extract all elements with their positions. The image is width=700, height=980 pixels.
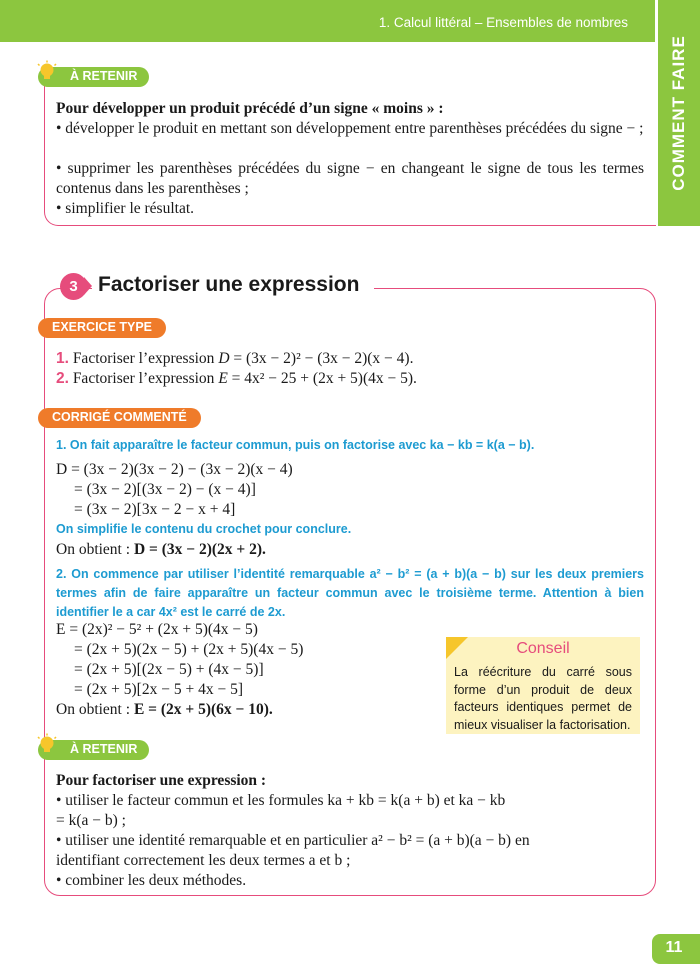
- retenir-bottom-item-2: • utiliser une identité remarquable et en particulier a² − b² = (a + b)(a − b) en identifiant correctement les deux termes a et b ;: [56, 832, 530, 869]
- conseil-text: La réécriture du carré sous forme d’un produit de deux facteurs identiques permet de mieux visualiser la factorisation.: [454, 665, 632, 732]
- exercise-question-2: 2. Factoriser l’expression E = 4x² − 25 + (2x + 5)(4x − 5).: [56, 370, 417, 387]
- corrige-part1-line-2: = (3x − 2)[(3x − 2) − (x − 4)]: [74, 481, 256, 498]
- corrige-part1-line-3: = (3x − 2)[3x − 2 − x + 4]: [74, 501, 236, 518]
- retenir-bottom-heading: Pour factoriser une expression :: [56, 772, 267, 789]
- side-tab-label: COMMENT FAIRE: [669, 35, 688, 191]
- corrige-part1-note: On simplifie le contenu du crochet pour conclure.: [56, 522, 352, 536]
- retenir-top-item-2: • supprimer les parenthèses précédées du signe − en changeant le signe de tous les termes contenus dans les parenthèses ;: [56, 160, 644, 197]
- corrige-part2-line-1: E = (2x)² − 5² + (2x + 5)(4x − 5): [56, 621, 258, 638]
- lightbulb-icon: [36, 733, 58, 755]
- retenir-bottom-item-1: • utiliser le facteur commun et les formules ka + kb = k(a + b) et ka − kb = k(a − b) ;: [56, 792, 506, 829]
- retenir-label-top: À RETENIR: [38, 67, 149, 87]
- section-number: 3: [60, 273, 87, 300]
- corrige-part1-result: On obtient : D = (3x − 2)(2x + 2).: [56, 541, 266, 558]
- exercice-type-label: EXERCICE TYPE: [38, 318, 166, 338]
- lightbulb-icon: [36, 60, 58, 82]
- retenir-top-item-1: • développer le produit en mettant son développement entre parenthèses précédées du signe − ;: [56, 120, 644, 137]
- retenir-bottom-item-3: • combiner les deux méthodes.: [56, 872, 247, 889]
- corrige-part2-line-4: = (2x + 5)[2x − 5 + 4x − 5]: [74, 681, 243, 698]
- corrige-part1-intro: 1. On fait apparaître le facteur commun, puis on factorise avec ka − kb = k(a − b).: [56, 438, 535, 452]
- conseil-title: Conseil: [516, 640, 570, 657]
- section-title: Factoriser une expression: [98, 273, 360, 296]
- corrige-part2-result: On obtient : E = (2x + 5)(6x − 10).: [56, 701, 273, 718]
- retenir-top-item-3: • simplifier le résultat.: [56, 200, 195, 217]
- retenir-label-bottom: À RETENIR: [38, 740, 149, 760]
- corrige-part1-line-1: D = (3x − 2)(3x − 2) − (3x − 2)(x − 4): [56, 461, 293, 478]
- section-arrow-icon: [84, 277, 92, 295]
- exercise-question-1: 1. Factoriser l’expression D = (3x − 2)² − (3x − 2)(x − 4).: [56, 350, 414, 367]
- corrige-part2-intro: 2. On commence par utiliser l’identité remarquable a² − b² = (a + b)(a − b) sur les deux premiers termes afin de faire apparaître un facteur commun avec le troisième terme. Attention à bien identifier le a car 4x² est le carré de 2x.: [56, 567, 644, 619]
- page-number: 11: [665, 939, 683, 956]
- corrige-part2-line-3: = (2x + 5)[(2x − 5) + (4x − 5)]: [74, 661, 264, 678]
- corrige-part2-line-2: = (2x + 5)(2x − 5) + (2x + 5)(4x − 5): [74, 641, 304, 658]
- retenir-top-heading: Pour développer un produit précédé d’un signe « moins » :: [56, 100, 444, 117]
- side-tab: [658, 0, 700, 226]
- corrige-label: CORRIGÉ COMMENTÉ: [38, 408, 201, 428]
- chapter-title: 1. Calcul littéral – Ensembles de nombres: [378, 15, 628, 30]
